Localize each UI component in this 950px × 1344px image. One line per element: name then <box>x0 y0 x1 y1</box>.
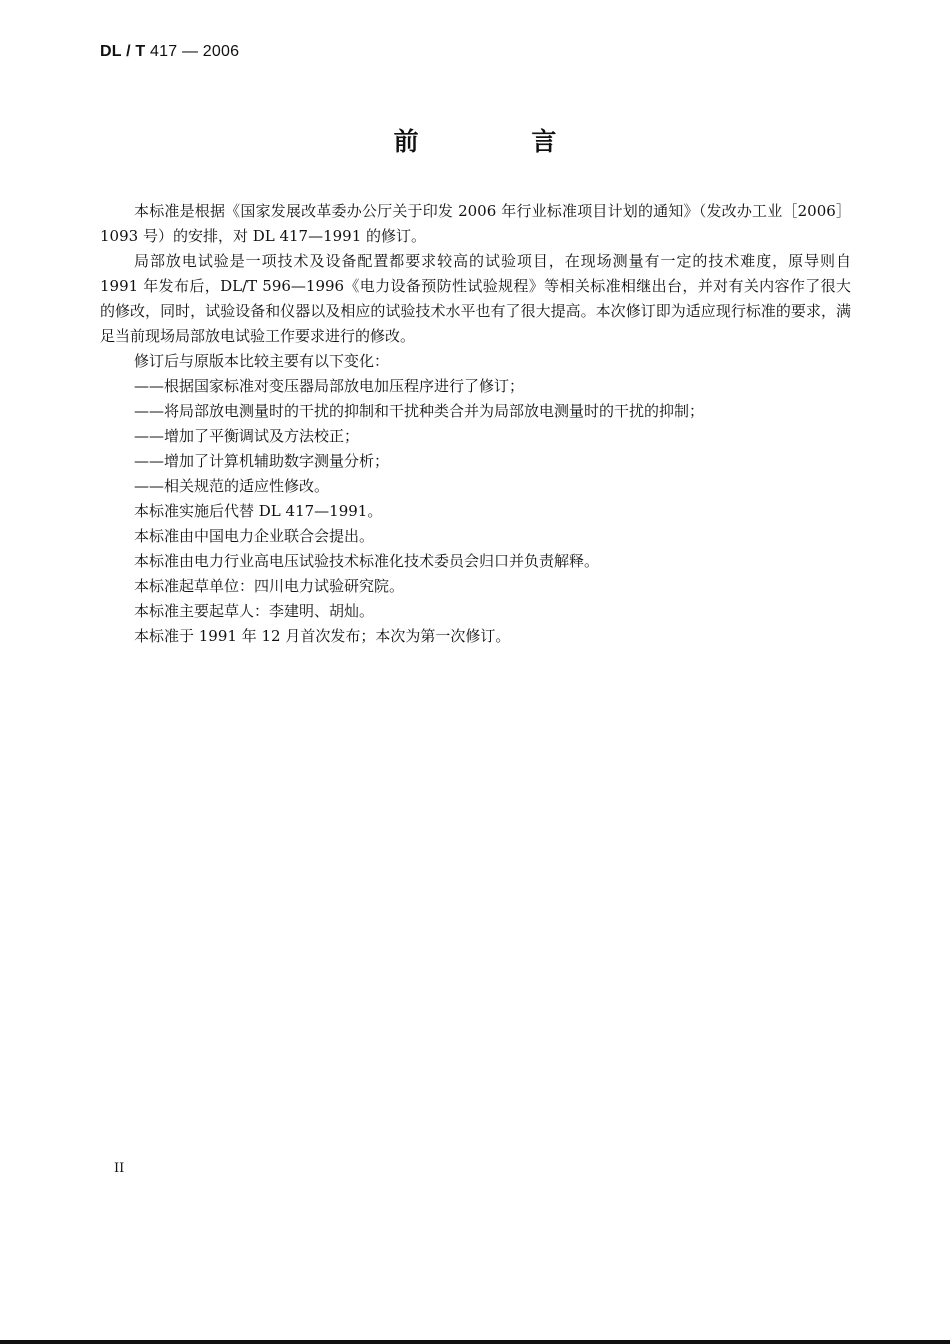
paragraph-responsible: 本标准由电力行业高电压试验技术标准化技术委员会归口并负责解释。 <box>134 552 600 570</box>
change-item: ——相关规范的适应性修改。 <box>134 477 330 495</box>
standard-code-prefix: DL / T <box>100 43 146 60</box>
paragraph-history: 本标准于 1991 年 12 月首次发布；本次为第一次修订。 <box>134 627 511 645</box>
paragraph-drafting-unit: 本标准起草单位：四川电力试验研究院。 <box>134 577 405 595</box>
change-item: ——增加了平衡调试及方法校正； <box>134 427 360 445</box>
standard-code <box>100 43 239 61</box>
paragraph-background: 局部放电试验是一项技术及设备配置都要求较高的试验项目，在现场测量有一定的技术难度，原导则自 1991 年发布后，DL/T 596—1996《电力设备预防性试验规程》等相关标准相继出台，并对有关内容作了很大的修改，同时，试验设备和仪器以及相应的试验技术水平也有了很大提高。本次修订即为适应现行标准的要求，满足当前现场局部放电试验工作要求进行的修改。 <box>100 252 851 345</box>
page-number: II <box>114 1161 125 1176</box>
standard-code-number: 417 — 2006 <box>145 43 240 60</box>
paragraph-changes-intro: 修订后与原版本比较主要有以下变化： <box>134 352 390 370</box>
change-item: ——根据国家标准对变压器局部放电加压程序进行了修订； <box>134 377 525 395</box>
change-item: ——将局部放电测量时的干扰的抑制和干扰种类合并为局部放电测量时的干扰的抑制； <box>134 402 705 420</box>
change-item: ——增加了计算机辅助数字测量分析； <box>134 452 390 470</box>
paragraph-proposer: 本标准由中国电力企业联合会提出。 <box>134 527 375 545</box>
paragraph-basis: 本标准是根据《国家发展改革委办公厅关于印发 2006 年行业标准项目计划的通知》（发改办工业［2006］1093 号）的安排，对 DL 417—1991 的修订。 <box>100 202 851 245</box>
paragraph-drafters: 本标准主要起草人：李建明、胡灿。 <box>134 602 375 620</box>
foreword-body <box>100 199 851 649</box>
page-title: 前 言 <box>393 127 609 156</box>
bottom-divider <box>0 1340 950 1344</box>
paragraph-replaces: 本标准实施后代替 DL 417—1991。 <box>134 502 383 520</box>
